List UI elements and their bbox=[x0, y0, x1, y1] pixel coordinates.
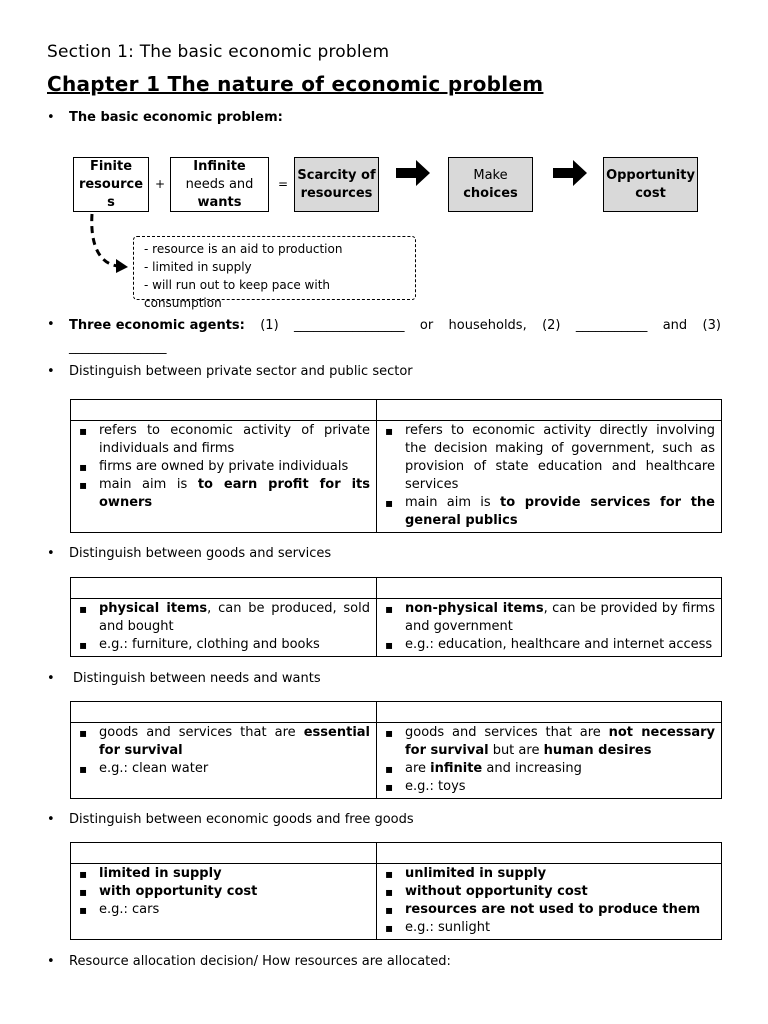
chapter-title: Chapter 1 The nature of economic problem bbox=[47, 72, 544, 96]
table-header-cell bbox=[71, 578, 377, 599]
note-line: - resource is an aid to production bbox=[144, 242, 343, 256]
bullet-glyph: • bbox=[47, 812, 55, 827]
table-header-cell bbox=[71, 400, 377, 421]
agents-word: households, bbox=[448, 318, 527, 333]
arrow-right-icon bbox=[396, 160, 432, 186]
table-header-cell bbox=[71, 843, 377, 864]
plus-sign: + bbox=[155, 177, 166, 191]
list-item: ▪ with opportunity cost bbox=[99, 883, 370, 901]
list-item: ▪ limited in supply bbox=[99, 865, 370, 883]
dashed-curved-arrow-icon bbox=[84, 212, 134, 276]
bullet-glyph: • bbox=[47, 671, 55, 686]
list-item: ▪ e.g.: education, healthcare and internet access bbox=[405, 636, 715, 654]
box-text: wants bbox=[197, 194, 242, 210]
list-item: ▪ e.g.: sunlight bbox=[405, 919, 715, 937]
list-item: ▪ goods and services that are essential for survival bbox=[99, 724, 370, 760]
goods-right-cell bbox=[377, 599, 722, 657]
box-text: Finite bbox=[89, 158, 133, 174]
agents-blank: _________________ bbox=[294, 318, 405, 333]
list-item: ▪ physical items, can be produced, sold and bought bbox=[99, 600, 370, 636]
agents-label: Three economic agents: bbox=[69, 318, 245, 333]
box-text: needs and bbox=[185, 176, 254, 192]
bullet-glyph: • bbox=[47, 364, 55, 379]
section-title: Section 1: The basic economic problem bbox=[47, 42, 390, 62]
goods-left-cell bbox=[71, 599, 377, 657]
list-item: ▪ refers to economic activity directly involving the decision making of government, such as provision of state education and healthcare services bbox=[405, 422, 715, 494]
table-header-cell bbox=[377, 578, 722, 599]
goods-heading: Distinguish between goods and services bbox=[69, 546, 332, 561]
goods-table bbox=[70, 577, 722, 657]
list-item: ▪ e.g.: furniture, clothing and books bbox=[99, 636, 370, 654]
bullet-glyph: • bbox=[47, 954, 55, 969]
list-item: ▪ goods and services that are not necessary for survival but are human desires bbox=[405, 724, 715, 760]
list-item: ▪ firms are owned by private individuals bbox=[99, 458, 370, 476]
box-text: Scarcity of bbox=[297, 167, 376, 183]
box-text: Make bbox=[473, 167, 508, 183]
note-line: - will run out to keep pace with consumption bbox=[144, 278, 331, 310]
needs-heading: Distinguish between needs and wants bbox=[73, 671, 321, 686]
list-item: ▪ resources are not used to produce them bbox=[405, 901, 715, 919]
box-text: Opportunity bbox=[606, 167, 695, 183]
agents-number: (2) bbox=[542, 318, 561, 333]
arrow-right-icon bbox=[553, 160, 589, 186]
needs-left-cell bbox=[71, 723, 377, 799]
list-item: ▪ main aim is to provide services for the general publics bbox=[405, 494, 715, 530]
allocation-heading: Resource allocation decision/ How resources are allocated: bbox=[69, 954, 451, 969]
note-line: - limited in supply bbox=[144, 260, 252, 274]
bullet-glyph: • bbox=[47, 546, 55, 561]
agents-number: (3) bbox=[702, 318, 721, 333]
agents-number: (1) bbox=[260, 318, 279, 333]
table-header-cell bbox=[377, 843, 722, 864]
finite-resources-box bbox=[73, 157, 149, 212]
agents-word: or bbox=[419, 318, 434, 333]
box-text: cost bbox=[635, 185, 666, 201]
list-item: ▪ unlimited in supply bbox=[405, 865, 715, 883]
table-header-cell bbox=[71, 702, 377, 723]
list-item: ▪ are infinite and increasing bbox=[405, 760, 715, 778]
agents-blank: _______________ bbox=[69, 340, 167, 355]
econ-right-cell bbox=[377, 864, 722, 940]
needs-right-cell bbox=[377, 723, 722, 799]
box-text: choices bbox=[463, 185, 518, 201]
box-text: s bbox=[107, 194, 115, 210]
econ-table bbox=[70, 842, 722, 940]
bullet-glyph: • bbox=[47, 317, 55, 332]
box-text: resource bbox=[78, 176, 144, 192]
infinite-wants-box bbox=[170, 157, 269, 212]
sector-left-cell bbox=[71, 421, 377, 533]
list-item: ▪ e.g.: toys bbox=[405, 778, 715, 796]
list-item: ▪ main aim is to earn profit for its owners bbox=[99, 476, 370, 512]
list-item: ▪ e.g.: cars bbox=[99, 901, 370, 919]
list-item: ▪ refers to economic activity of private individuals and firms bbox=[99, 422, 370, 458]
econ-heading: Distinguish between economic goods and free goods bbox=[69, 812, 414, 827]
box-text: Infinite bbox=[193, 158, 246, 174]
opportunity-cost-box bbox=[603, 157, 698, 212]
equals-sign: = bbox=[278, 177, 289, 191]
sector-right-cell bbox=[377, 421, 722, 533]
agents-word: and bbox=[662, 318, 688, 333]
bullet-glyph: • bbox=[47, 110, 55, 125]
sector-table bbox=[70, 399, 722, 533]
resource-note-box bbox=[133, 236, 416, 310]
econ-left-cell bbox=[71, 864, 377, 940]
table-header-cell bbox=[377, 702, 722, 723]
list-item: ▪ without opportunity cost bbox=[405, 883, 715, 901]
economic-agents-text bbox=[69, 315, 721, 359]
table-header-cell bbox=[377, 400, 722, 421]
make-choices-box bbox=[448, 157, 533, 212]
list-item: ▪ e.g.: clean water bbox=[99, 760, 370, 778]
needs-table bbox=[70, 701, 722, 799]
box-text: resources bbox=[300, 185, 373, 201]
list-item: ▪ non-physical items, can be provided by firms and government bbox=[405, 600, 715, 636]
sector-heading: Distinguish between private sector and public sector bbox=[69, 364, 413, 379]
scarcity-box bbox=[294, 157, 379, 212]
basic-problem-heading: The basic economic problem: bbox=[69, 110, 283, 125]
agents-blank: ___________ bbox=[575, 318, 648, 333]
